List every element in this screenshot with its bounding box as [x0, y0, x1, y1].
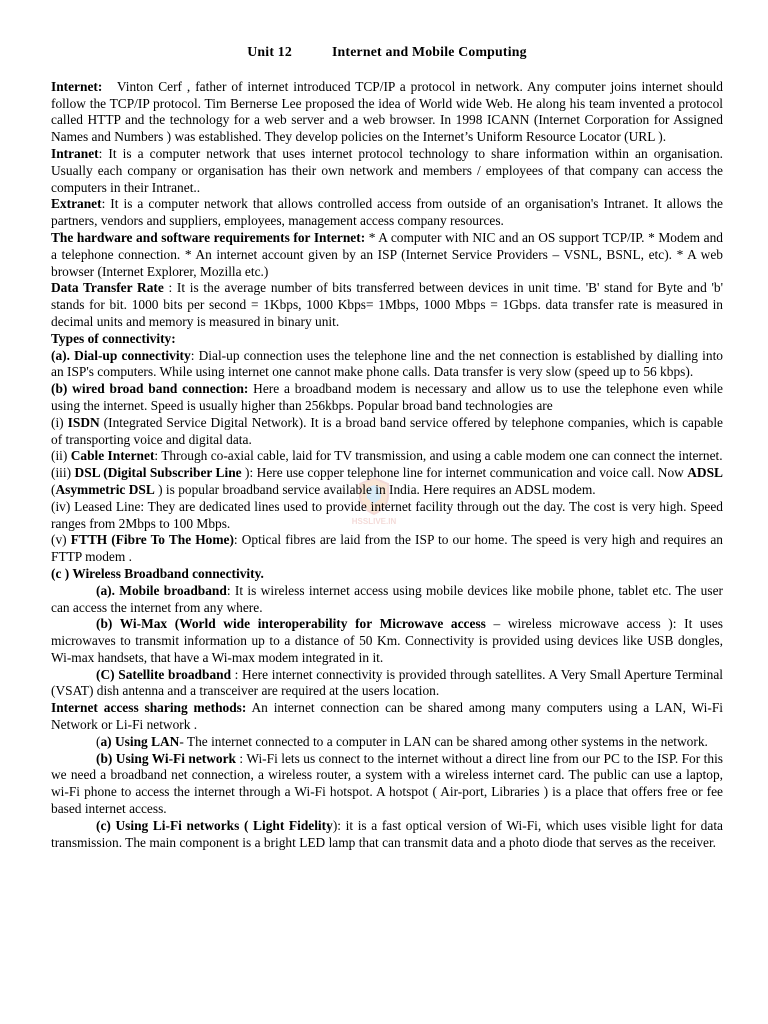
text-dsl-a: ): Here use copper telephone line for internet communication and voice call. Now [241, 465, 688, 481]
term-lan: a) Using LAN [100, 733, 180, 749]
paragraph-sharing [51, 700, 723, 734]
term-data-rate: Data Transfer Rate [51, 280, 164, 296]
types-heading-text: Types of connectivity: [51, 330, 176, 346]
paragraph-data-rate [51, 280, 723, 330]
term-cable: Cable Internet [70, 448, 155, 464]
paragraph-satellite [51, 667, 723, 701]
term-wimax: (b) Wi-Max (World wide interoperability for Microwave access [96, 616, 486, 632]
paragraph-leased [51, 499, 723, 533]
text-cable: : Through co-axial cable, laid for TV transmission, and using a cable modem one can connect the internet. [154, 448, 723, 464]
document-page [51, 44, 723, 851]
term-intranet: Intranet [51, 145, 99, 161]
text-extranet: : It is a computer network that allows controlled access from outside of an organisation's Intranet. It allows the partners, vendors and suppliers, employees, management access company resources. [51, 196, 723, 229]
term-satellite: (C) Satellite broadband [96, 666, 232, 682]
paragraph-lan [51, 734, 723, 751]
term-lifi: (c) Using Li-Fi networks ( Light Fidelity [96, 817, 333, 833]
text-lan: - The internet connected to a computer in LAN can be shared among other systems in the network. [179, 733, 708, 749]
wireless-heading-text: (c ) Wireless Broadband connectivity. [51, 565, 264, 581]
text-leased: (iv) Leased Line: They are dedicated lines used to provide internet facility through out the day. The cost is very high. Speed ranges from 2Mbps to 100 Mbps. [51, 498, 723, 531]
term-requirements: The hardware and software requirements for Internet: [51, 229, 366, 245]
text-dsl-b: ( [51, 481, 56, 497]
title-unit: Unit 12 [247, 44, 292, 59]
text-wifi: : Wi-Fi lets us connect to the internet without a direct line from our PC to the ISP. For this we need a broadband net connection, a wireless router, a system with a wireless internet card. The public can use a laptop, wi-Fi phone to access the internet through a Wi-Fi hotspot. A hotspot ( Air-port, Libraries ) is a place that offers free or fee based internet access. [51, 750, 723, 817]
paragraph-internet [51, 79, 723, 146]
text-data-rate: : It is the average number of bits transferred between devices in unit time. 'B' stand for Byte and 'b' stands for bit. 1000 bits per second = 1Kbps, 1000 Kbps= 1Mbps, 1000 Mbps = 1Gbps. data transfer rate is measured in decimal units and memory is measured in binary unit. [51, 280, 723, 329]
term-isdn: ISDN [67, 414, 100, 430]
term-mobile: (a). Mobile broadband [96, 582, 227, 598]
paragraph-cable [51, 448, 723, 465]
paragraph-isdn [51, 415, 723, 449]
paragraph-dsl [51, 465, 723, 499]
text-dsl-c: ) is popular broadband service available in India. Here requires an ADSL modem. [154, 481, 596, 497]
text-intranet: : It is a computer network that uses internet protocol technology to share information within an organisation. Usually each company or organisation has their own network and members / employees of that company can access the computers in their Intranet.. [51, 145, 723, 195]
paragraph-intranet [51, 146, 723, 196]
prefix-cable: (ii) [51, 448, 71, 464]
term-wifi: (b) Using Wi-Fi network [96, 750, 236, 766]
text-wimax: – wireless microwave access ): It uses microwaves to transmit information up to a distance of 50 Km. Connectivity is provided using devices like USB dongles, Wi-max handsets, that have a Wi-max modem integrated in it. [51, 616, 723, 665]
paragraph-wimax [51, 616, 723, 666]
text-sharing: An internet connection can be shared among many computers using a LAN, Wi-Fi Network or Li-Fi network . [51, 700, 723, 733]
watermark-text: HSSLIVE.IN [351, 517, 397, 526]
text-dialup: : Dial-up connection uses the telephone line and the net connection is established by dialling into an ISP's computers. While using internet one cannot make phone calls. Data transfer is very slow (speed up to 56 kbps). [51, 347, 723, 380]
heading-wireless [51, 566, 723, 583]
prefix-dsl: (iii) [51, 465, 75, 481]
term-ftth: FTTH (Fibre To The Home) [70, 532, 234, 548]
text-satellite: : Here internet connectivity is provided through satellites. A Very Small Aperture Terminal (VSAT) dish antenna and a transceiver are required at the users location. [51, 666, 723, 699]
paragraph-dialup [51, 348, 723, 382]
text-requirements: * A computer with NIC and an OS support TCP/IP. * Modem and a telephone connection. * An internet account given by an ISP (Internet Service Providers – VSNL, BSNL, etc). * A web browser (Internet Explorer, Mozilla etc.) [51, 229, 723, 279]
term-wired: (b) wired broad band connection: [51, 381, 249, 397]
text-wired: Here a broadband modem is necessary and allow us to use the telephone even while using the internet. Speed is usually higher than 256kbps. Popular broad band technologies are [51, 381, 723, 413]
text-internet: Vinton Cerf , father of internet introduced TCP/IP a protocol in network. Any computer joins internet should follow the TCP/IP protocol. Tim Bernerse Lee proposed the idea of World wide Web. He along his team invented a protocol called HTTP and the technology for a web server and a web browser. In 1998 ICANN (Internet Corporation for Assigned Names and Numbers ) was established. They develop policies on the Internet’s Uniform Resource Locator (URL ). [51, 78, 723, 145]
heading-types [51, 331, 723, 348]
term-adsl: ADSL [687, 465, 723, 481]
term-dialup: (a). Dial-up connectivity [51, 347, 191, 363]
paragraph-lifi [51, 818, 723, 852]
text-isdn: (Integrated Service Digital Network). It is a broad band service offered by telephone companies, which is capable of transporting voice and digital data. [51, 414, 723, 447]
term-asymmetric-dsl: Asymmetric DSL [55, 481, 155, 497]
term-dsl: DSL (Digital Subscriber Line [74, 465, 242, 481]
prefix-isdn: (i) [51, 414, 68, 430]
text-ftth: : Optical fibres are laid from the ISP to our home. The speed is very high and requires an FTTP modem . [51, 532, 724, 565]
paragraph-extranet [51, 196, 723, 230]
paragraph-wired [51, 381, 723, 415]
text-mobile: : It is wireless internet access using mobile devices like mobile phone, tablet etc. The user can access the internet from any where. [51, 582, 723, 615]
prefix-lan: ( [96, 733, 101, 749]
text-lifi: ): it is a fast optical version of Wi-Fi, which uses visible light for data transmission. The main component is a bright LED lamp that can transmit data and a photo diode that serves as the receiver. [51, 817, 723, 850]
paragraph-wifi [51, 751, 723, 818]
term-internet: Internet: [51, 78, 103, 94]
page-title [51, 44, 723, 61]
paragraph-mobile [51, 583, 723, 617]
paragraph-requirements [51, 230, 723, 280]
paragraph-ftth [51, 532, 723, 566]
title-subject: Internet and Mobile Computing [331, 44, 527, 59]
term-extranet: Extranet [51, 196, 102, 212]
prefix-ftth: (v) [51, 532, 71, 548]
term-sharing: Internet access sharing methods: [51, 700, 247, 716]
